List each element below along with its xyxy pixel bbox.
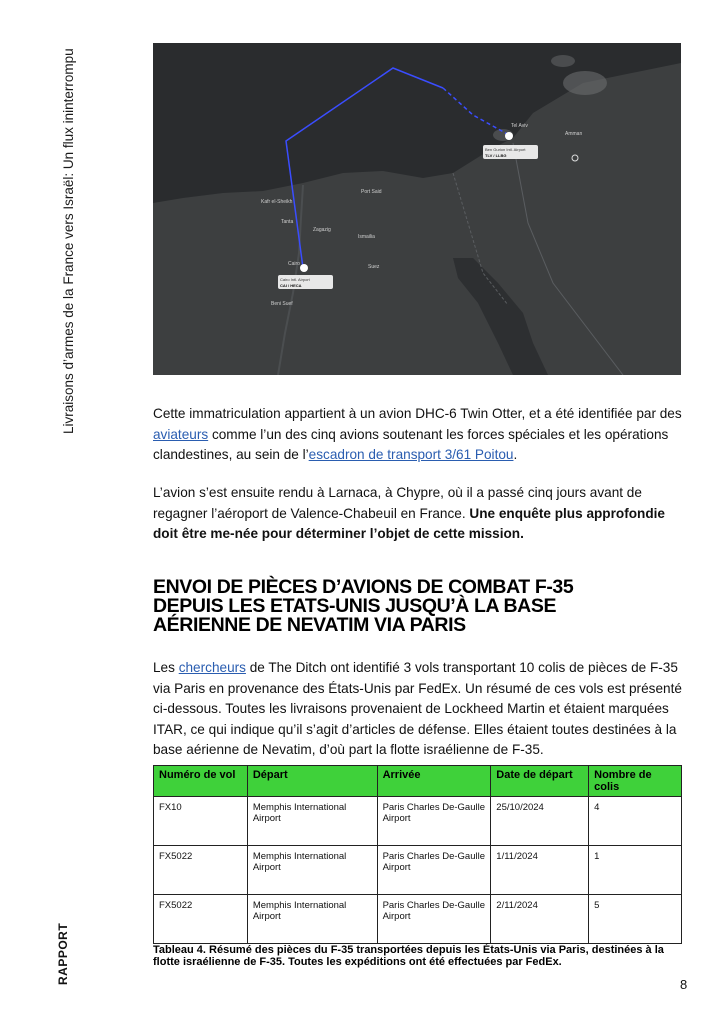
section-heading xyxy=(153,578,673,635)
cell-date: 25/10/2024 xyxy=(491,797,589,846)
header-arrival: Arrivée xyxy=(377,766,491,797)
header-departure: Départ xyxy=(247,766,377,797)
para2-text: L’avion s’est ensuite rendu à Larnaca, à Chypre, où il a passé cinq jours avant de regagner l’aéroport de Valence-Chabeuil en France. xyxy=(153,485,642,521)
cell-count: 4 xyxy=(589,797,682,846)
origin-marker xyxy=(278,264,333,289)
destination-airport-name: Ben Gurion Intl. Airport xyxy=(485,147,526,152)
sea-area xyxy=(153,43,681,203)
para3-text-start: Les xyxy=(153,660,179,675)
place-label: Ismailia xyxy=(358,234,375,240)
cell-flight-number: FX10 xyxy=(154,797,248,846)
table-row xyxy=(154,846,682,895)
cloud xyxy=(563,71,607,95)
page-number: 8 xyxy=(680,977,688,992)
cell-arrival: Paris Charles De-Gaulle Airport xyxy=(377,846,491,895)
cell-count: 5 xyxy=(589,895,682,944)
header-flight-number: Numéro de vol xyxy=(154,766,248,797)
destination-airport-code: TLV / LLBG xyxy=(485,153,507,158)
cell-flight-number: FX5022 xyxy=(154,895,248,944)
cell-date: 1/11/2024 xyxy=(491,846,589,895)
cloud xyxy=(551,55,575,67)
heading-line-1: ENVOI DE PIÈCES D’AVIONS DE COMBAT F-35 xyxy=(153,576,574,598)
heading-line-3: AÉRIENNE DE NEVATIM VIA PARIS xyxy=(153,614,466,636)
heading-line-2: DEPUIS LES ETATS-UNIS JUSQU’À LA BASE xyxy=(153,595,557,617)
place-label: Suez xyxy=(368,264,380,270)
place-label: Amman xyxy=(565,131,583,137)
paragraph-larnaca xyxy=(153,483,683,545)
para2-bold-text: Une enquête plus approfondie doit être me-née pour déterminer l’objet de cette mission. xyxy=(153,505,665,541)
place-label: Cairo xyxy=(288,261,300,267)
cell-departure: Memphis International Airport xyxy=(247,895,377,944)
origin-airport-name: Cairo Intl. Airport xyxy=(280,277,310,282)
cell-flight-number: FX5022 xyxy=(154,846,248,895)
link-chercheurs[interactable]: chercheurs xyxy=(178,660,246,675)
running-title-text: Livraisons d’armes de la France vers Israël: Un flux ininterrompu xyxy=(61,48,76,434)
shipments-table xyxy=(153,765,682,944)
link-escadron[interactable]: escadron de transport 3/61 Poitou xyxy=(308,447,514,462)
table-header-row xyxy=(154,766,682,797)
place-label: Kafr el-Sheikh xyxy=(261,199,293,205)
cell-date: 2/11/2024 xyxy=(491,895,589,944)
para1-text-end: . xyxy=(513,447,518,462)
para1-text-middle: comme l’un des cinq avions soutenant les forces spéciales et les opérations clandestines, au sein de l’ xyxy=(153,426,669,462)
origin-airport-code: CAI / HECA xyxy=(280,283,302,288)
running-title xyxy=(43,44,76,434)
cell-departure: Memphis International Airport xyxy=(247,846,377,895)
section-label-text: RAPPORT xyxy=(56,922,70,985)
section-label xyxy=(40,922,70,985)
para3-text-end: de The Ditch ont identifié 3 vols transportant 10 colis de pièces de F-35 via Paris en provenance des États-Unis par FedEx. Un résumé de ces vols est présenté ci-dessous. Toutes les livraisons provenaient de Lockheed Martin et étaient marquées ITAR, ce qui indique qu’il s’agit d’articles de défense. Elles étaient toutes destinées à la base aérienne de Nevatim, d’où part la flotte israélienne de F-35. xyxy=(153,660,682,757)
header-package-count: Nombre de colis xyxy=(589,766,682,797)
paragraph-f35-shipments xyxy=(153,658,683,761)
flight-map-svg xyxy=(153,43,681,375)
cell-arrival: Paris Charles De-Gaulle Airport xyxy=(377,797,491,846)
place-label: Beni Suef xyxy=(271,301,293,307)
poi-marker xyxy=(572,155,578,161)
place-label: Tanta xyxy=(281,219,294,225)
table-row xyxy=(154,895,682,944)
paragraph-aircraft-identification xyxy=(153,404,683,466)
para1-text-start: Cette immatriculation appartient à un avion DHC-6 Twin Otter, et a été identifiée par des xyxy=(153,406,682,421)
table-row xyxy=(154,797,682,846)
table-caption: Tableau 4. Résumé des pièces du F-35 transportées depuis les États-Unis via Paris, destinées à la flotte israélienne de F-35. Toutes les expéditions ont été effectuées par FedEx. xyxy=(153,944,664,968)
place-label: Tel Aviv xyxy=(511,123,528,129)
header-departure-date: Date de départ xyxy=(491,766,589,797)
gulf-area xyxy=(453,258,548,375)
cell-arrival: Paris Charles De-Gaulle Airport xyxy=(377,895,491,944)
place-label: Port Said xyxy=(361,189,382,195)
cell-departure: Memphis International Airport xyxy=(247,797,377,846)
cell-count: 1 xyxy=(589,846,682,895)
place-label: Zagazig xyxy=(313,227,331,233)
link-aviateurs[interactable]: aviateurs xyxy=(153,426,209,442)
flight-map xyxy=(153,43,681,375)
